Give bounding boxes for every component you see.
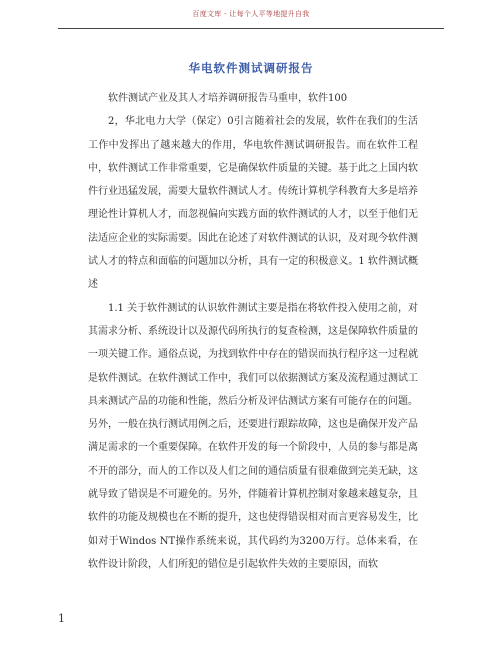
page-number: 1 [58, 612, 65, 625]
paragraph: 1.1 关于软件测试的认识软件测试主要是指在将软件投入使用之前，对其需求分析、系统设计以及源代码所执行的复查检测，这是保障软件质量的一项关键工作。通俗点说，为找到软件中存在的错误而执行程序这一过程就是软件测试。在软件测试工作中，我们可以依据测试方案及流程通过测试工具来测试产品的功能和性能，然后分析及评估测试方案有可能存在的问题。另外，一般在执行测试用例之后，还要进行跟踪故障，这也是确保开发产品满足需求的一个重要保障。在软件开发的每一个阶段中，人员的参与都是离不开的部分，而人的工作以及人们之间的通信质量有很难做到完美无缺，这就导致了错误是不可避免的。另外，伴随着计算机控制对象越来越复杂，且软件的功能及规模也在不断的提升，这也使得错误相对而言更容易发生，比如对于Windos NT操作系统来说，其代码约为3200万行。总体来看，在软件设计阶段，人们所犯的错位是引起软件失效的主要原因，而软 [88, 302, 418, 570]
paragraph: 软件测试产业及其人才培养调研报告马重申，软件100 [108, 93, 348, 104]
document-body [88, 87, 418, 576]
paragraph: 2，华北电力大学（保定）0引言随着社会的发展，软件在我们的生活工作中发挥出了越来越大的作用，华电软件测试调研报告。而在软件工程中，软件测试工作非常重要，它是确保软件质量的关键。基于此之上国内软件行业迅猛发展，需要大量软件测试人才。传统计算机学科教育大多是培养理论性计算机人才，而忽视偏向实践方面的软件测试的人才，以至于他们无法适应企业的实际需要。因此在论述了对软件测试的认识，及对现今软件测试人才的特点和面临的问题加以分析，具有一定的积极意义。1 软件测试概述 [88, 116, 418, 291]
document-title: 华电软件测试调研报告 [188, 61, 314, 75]
header-text: 百度文库 - 让每个人平等地提升自我 [192, 10, 310, 18]
page-header [58, 0, 444, 29]
